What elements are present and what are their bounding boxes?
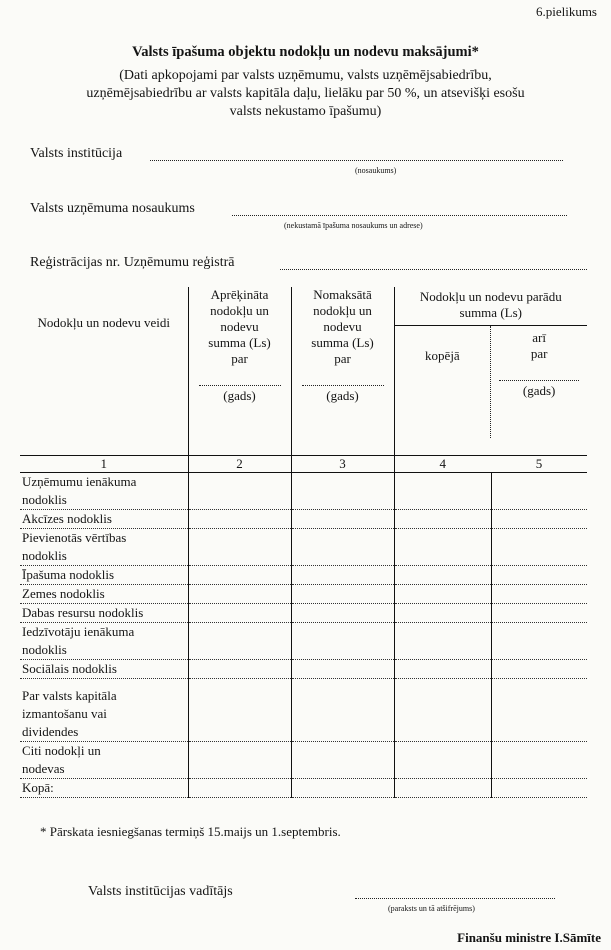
amount-cell[interactable]: [394, 529, 491, 566]
tax-type-label: Pievienotās vērtības nodoklis: [20, 529, 188, 566]
amount-cell[interactable]: [491, 623, 587, 660]
amount-cell[interactable]: [394, 566, 491, 585]
column-number: 5: [491, 456, 587, 473]
amount-cell[interactable]: [291, 779, 394, 798]
table-row: [20, 623, 587, 660]
amount-cell[interactable]: [394, 742, 491, 779]
amount-cell[interactable]: [188, 473, 291, 510]
table-row: [20, 473, 587, 510]
header-paid: Nomaksātā nodokļu un nodevu summa (Ls) par (gads): [291, 287, 394, 456]
enterprise-label: Valsts uzņēmuma nosaukums: [30, 201, 195, 216]
table-row: [20, 585, 587, 604]
amount-cell[interactable]: [188, 510, 291, 529]
table-row: [20, 779, 587, 798]
column-number: 3: [291, 456, 394, 473]
amount-cell[interactable]: [491, 529, 587, 566]
amount-cell[interactable]: [491, 604, 587, 623]
tax-type-label: Citi nodokļi un nodevas: [20, 742, 188, 779]
amount-cell[interactable]: [188, 585, 291, 604]
signature-caption: (paraksts un tā atšifrējums): [388, 904, 475, 913]
amount-cell[interactable]: [491, 473, 587, 510]
amount-cell[interactable]: [188, 566, 291, 585]
subtitle-line: (Dati apkopojami par valsts uzņēmumu, valsts uzņēmējsabiedrību,: [119, 68, 492, 83]
tax-type-label: Uzņēmumu ienākuma nodoklis: [20, 473, 188, 510]
amount-cell[interactable]: [394, 585, 491, 604]
amount-cell[interactable]: [291, 529, 394, 566]
amount-cell[interactable]: [394, 473, 491, 510]
header-tax-types: Nodokļu un nodevu veidi: [37, 315, 170, 330]
amount-cell[interactable]: [394, 679, 491, 742]
amount-cell[interactable]: [291, 679, 394, 742]
amount-cell[interactable]: [188, 660, 291, 679]
table-row: [20, 742, 587, 779]
amount-cell[interactable]: [491, 510, 587, 529]
tax-type-label: Īpašuma nodoklis: [20, 566, 188, 585]
header-debt: Nodokļu un nodevu parādu summa (Ls) kopējā arī par (gads): [394, 287, 587, 456]
amount-cell[interactable]: [291, 566, 394, 585]
document-title: Valsts īpašuma objektu nodokļu un nodevu maksājumi*: [132, 44, 479, 60]
signature-label: Valsts institūcijas vadītājs: [88, 884, 233, 899]
amount-cell[interactable]: [188, 623, 291, 660]
amount-cell[interactable]: [491, 779, 587, 798]
amount-cell[interactable]: [291, 473, 394, 510]
column-number: 4: [394, 456, 491, 473]
registration-field[interactable]: [280, 269, 587, 270]
header-debt-year: arī par (gads): [491, 326, 587, 438]
amount-cell[interactable]: [188, 742, 291, 779]
tax-type-label: Dabas resursu nodoklis: [20, 604, 188, 623]
amount-cell[interactable]: [491, 566, 587, 585]
subtitle-line: valsts nekustamo īpašumu): [229, 104, 382, 119]
registration-label: Reģistrācijas nr. Uzņēmumu reģistrā: [30, 255, 235, 270]
amount-cell[interactable]: [394, 660, 491, 679]
tax-type-label: Zemes nodoklis: [20, 585, 188, 604]
table-row: [20, 660, 587, 679]
amount-cell[interactable]: [291, 510, 394, 529]
table-row: [20, 679, 587, 742]
column-number: 1: [20, 456, 188, 473]
amount-cell[interactable]: [394, 604, 491, 623]
table-row: [20, 604, 587, 623]
minister-signature: Finanšu ministre I.Sāmīte: [457, 930, 601, 945]
column-number: 2: [188, 456, 291, 473]
annex-label: 6.pielikums: [535, 4, 597, 19]
header-debt-total: kopējā: [395, 326, 492, 438]
header-assessed: Aprēķināta nodokļu un nodevu summa (Ls) par (gads): [188, 287, 291, 456]
amount-cell[interactable]: [491, 742, 587, 779]
amount-cell[interactable]: [394, 510, 491, 529]
institution-field[interactable]: [150, 160, 563, 161]
amount-cell[interactable]: [394, 779, 491, 798]
amount-cell[interactable]: [291, 623, 394, 660]
table-row: [20, 566, 587, 585]
tax-type-label: Akcīzes nodoklis: [20, 510, 188, 529]
amount-cell[interactable]: [188, 679, 291, 742]
institution-caption: (nosaukums): [355, 166, 397, 175]
amount-cell[interactable]: [291, 742, 394, 779]
tax-type-label: Sociālais nodoklis: [20, 660, 188, 679]
enterprise-caption: (nekustamā īpašuma nosaukums un adrese): [284, 221, 423, 230]
amount-cell[interactable]: [394, 623, 491, 660]
table-row: [20, 510, 587, 529]
amount-cell[interactable]: [291, 585, 394, 604]
enterprise-field[interactable]: [232, 215, 567, 216]
table-row: [20, 529, 587, 566]
amount-cell[interactable]: [491, 679, 587, 742]
amount-cell[interactable]: [491, 660, 587, 679]
institution-label: Valsts institūcija: [30, 146, 123, 161]
tax-table: [20, 287, 587, 798]
tax-type-label: Par valsts kapitāla izmantošanu vai dividendes: [20, 679, 188, 742]
amount-cell[interactable]: [491, 585, 587, 604]
tax-type-label: Iedzīvotāju ienākuma nodoklis: [20, 623, 188, 660]
amount-cell[interactable]: [291, 604, 394, 623]
amount-cell[interactable]: [188, 779, 291, 798]
subtitle-line: uzņēmējsabiedrību ar valsts kapitāla daļu, lielāku par 50 %, un atsevišķi esošu: [86, 86, 525, 101]
footnote: * Pārskata iesniegšanas termiņš 15.maijs un 1.septembris.: [40, 824, 341, 839]
tax-type-label: Kopā:: [20, 779, 188, 798]
signature-field[interactable]: [355, 898, 555, 899]
amount-cell[interactable]: [188, 529, 291, 566]
amount-cell[interactable]: [291, 660, 394, 679]
amount-cell[interactable]: [188, 604, 291, 623]
